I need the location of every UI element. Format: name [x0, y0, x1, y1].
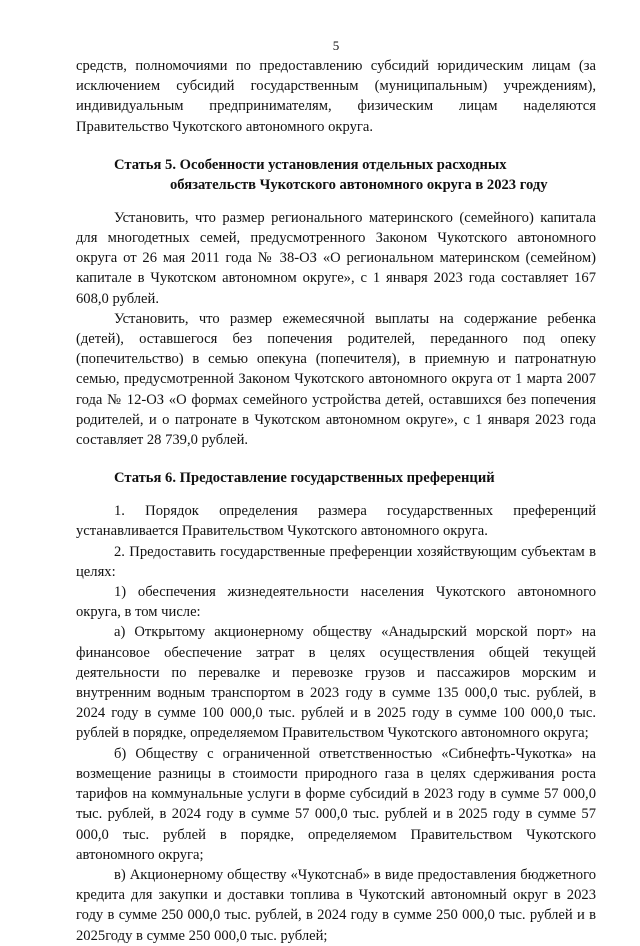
article-5-paragraph-1: Установить, что размер регионального материнского (семейного) капитала для многодетных семей, предусмотренного Законом Чукотского автономного округа от 26 мая 2011 года № 38-ОЗ «О региональном материнском (семейном) капитале в Чукотском автономном округе», с 1 января 2023 года составляет 167 608,0 рублей. — [76, 209, 596, 307]
article-6-item-2: 2. Предоставить государственные преференции хозяйствующим субъектам в целях: — [76, 543, 596, 580]
article-5-paragraph-2: Установить, что размер ежемесячной выплаты на содержание ребенка (детей), оставшегося без попечения родителей, переданного под опеку (попечительство) в семью опекуна (попечителя), в приемную и патронатную семью, предусмотренной Законом Чукотского автономного округа от 1 марта 2007 года № 12-ОЗ «О формах семейного устройства детей, оставшихся без попечения родителей, и о патронате в Чукотском автономном округе», с 1 января 2023 года составляет 28 739,0 рублей. — [76, 310, 596, 449]
article-5-heading — [76, 155, 596, 195]
article-5-heading-line-1: Статья 5. Особенности установления отдельных расходных — [114, 156, 507, 173]
spacer — [76, 488, 596, 501]
article-6-heading: Статья 6. Предоставление государственных преференций — [114, 470, 495, 487]
spacer — [76, 195, 596, 208]
article-5-heading-line-2: обязательств Чукотского автономного округа в 2023 году — [170, 176, 548, 193]
spacer — [76, 137, 596, 155]
article-6-subitem-a: а) Открытому акционерному обществу «Анадырский морской порт» на финансовое обеспечение затрат в целях осуществления общей текущей деятельности по перевалке и перевозке грузов и пассажиров морским и внутренним водным транспортом в 2023 году в сумме 135 000,0 тыс. рублей, в 2024 году в сумме 100 000,0 тыс. рублей и в 2025 году в сумме 100 000,0 тыс. рублей в порядке, определяемом Правительством Чукотского автономного округа; — [76, 624, 596, 742]
page-number: 5 — [332, 38, 340, 53]
article-6-item-1: 1. Порядок определения размера государственных преференций устанавливается Правительством Чукотского автономного округа. — [76, 503, 596, 540]
article-6-subitem-b: б) Обществу с ограниченной ответственностью «Сибнефть-Чукотка» на возмещение разницы в стоимости природного газа в целях сдерживания роста тарифов на коммунальные услуги в форме субсидий в 2023 году в сумме 57 000,0 тыс. рублей, в 2024 году в сумме 57 000,0 тыс. рублей и в 2025 году в сумме 57 000,0 тыс. рублей в порядке, определяемом Правительством Чукотского автономного округа; — [76, 745, 596, 863]
intro-paragraph: средств, полномочиями по предоставлению субсидий юридическим лицам (за исключением субсидий государственным (муниципальным) учреждениям), индивидуальным предпринимателям, физическим лицам наделяются Правительство Чукотского автономного округа. — [76, 58, 596, 135]
spacer — [76, 450, 596, 468]
article-6-subitem-1: 1) обеспечения жизнедеятельности населения Чукотского автономного округа, в том числе: — [76, 584, 596, 621]
document-page — [76, 38, 596, 946]
article-6-subitem-v: в) Акционерному обществу «Чукотснаб» в виде предоставления бюджетного кредита для закупки и доставки топлива в Чукотский автономный округ в 2023 году в сумме 250 000,0 тыс. рублей, в 2024 году в сумме 250 000,0 тыс. рублей и в 2025году в сумме 250 000,0 тыс. рублей; — [76, 866, 596, 944]
